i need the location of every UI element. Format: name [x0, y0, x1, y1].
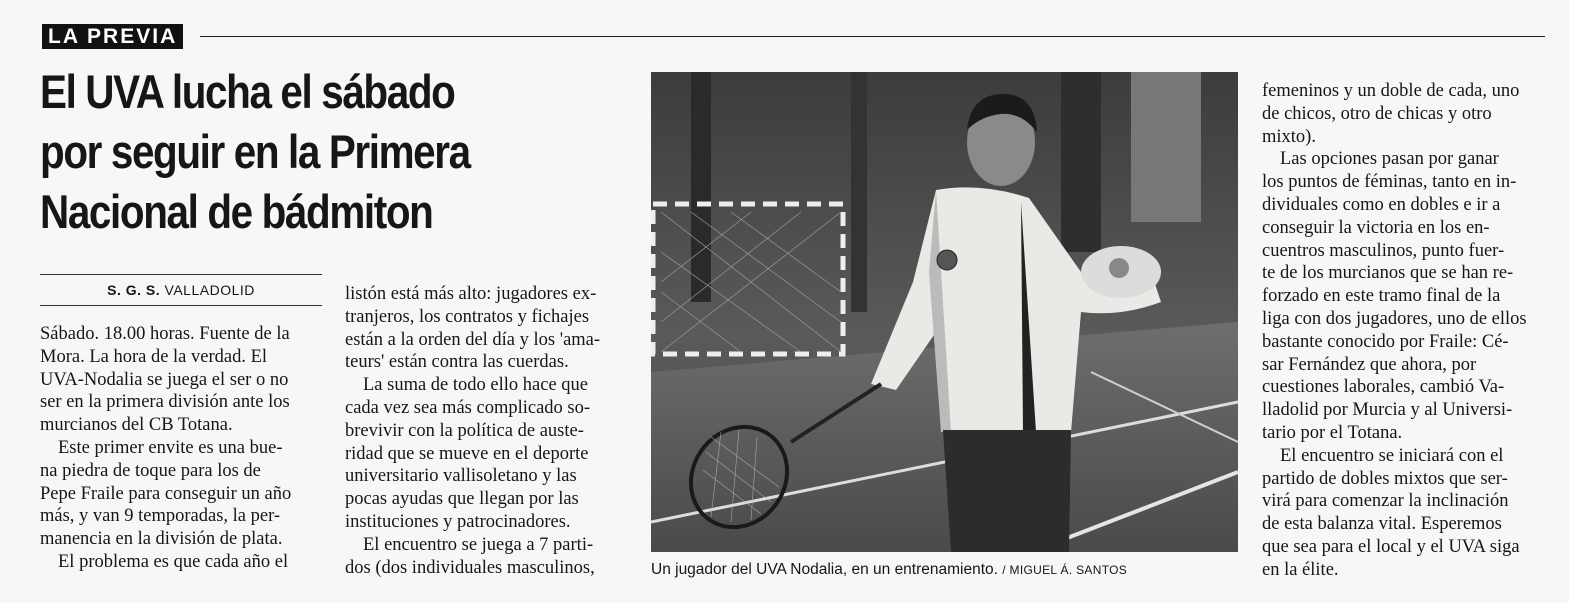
text-line: bastante conocido por Fraile: Cé- [1262, 331, 1509, 352]
text-line: cuestiones laborales, cambió Va- [1262, 377, 1505, 398]
text-line: más, y van 9 temporadas, la per- [40, 506, 281, 527]
top-rule [200, 36, 1545, 37]
text-line: dividuales como en dobles e ir a [1262, 194, 1501, 215]
text-line: murcianos del CB Totana. [40, 415, 233, 436]
text-line: que sea para el local y el UVA siga [1262, 536, 1520, 557]
text-line: virá para comenzar la inclinación [1262, 491, 1509, 512]
text-line: UVA-Nodalia se juega el ser o no [40, 369, 289, 390]
text-line: de chicos, otro de chicas y otro [1262, 103, 1492, 124]
text-line: ridad que se mueve en el deporte [345, 443, 589, 464]
text-line: femeninos y un doble de cada, uno [1262, 81, 1520, 101]
byline-location: VALLADOLID [164, 282, 255, 298]
text-line: Pepe Fraile para conseguir un año [40, 483, 292, 504]
text-line: tario por el Totana. [1262, 422, 1403, 443]
text-line: Las opciones pasan por ganar [1280, 149, 1499, 170]
byline-author: S. G. S. [107, 282, 161, 298]
text-line: partido de dobles mixtos que ser- [1262, 468, 1508, 489]
text-line: pocas ayudas que llegan por las [345, 489, 579, 510]
text-line: forzado en este tramo final de la [1262, 286, 1501, 307]
text-line: ser en la primera división ante los [40, 392, 290, 413]
text-line: sar Fernández que ahora, por [1262, 354, 1477, 375]
caption-text: Un jugador del UVA Nodalia, en un entrenamiento. [651, 561, 998, 578]
text-line: teurs' están contra las cuerdas. [345, 352, 569, 373]
text-line: Sábado. 18.00 horas. Fuente de la [40, 324, 290, 344]
article-column-1 [40, 323, 324, 574]
headline [40, 62, 522, 242]
text-line: lladolid por Murcia y al Universi- [1262, 400, 1513, 421]
article-column-2 [345, 283, 633, 579]
section-tag: LA PREVIA [42, 24, 183, 49]
text-line: brevivir con la política de auste- [345, 420, 584, 441]
text-line: universitario vallisoletano y las [345, 466, 577, 487]
byline [40, 274, 322, 306]
text-line: están a la orden del día y los 'ama- [345, 329, 601, 350]
text-line: listón está más alto: jugadores ex- [345, 284, 597, 304]
text-line: liga con dos jugadores, uno de ellos [1262, 308, 1527, 329]
text-line: cada vez sea más complicado so- [345, 397, 591, 418]
headline-line: por seguir en la Primera [40, 125, 470, 178]
text-line: tranjeros, los contratos y fichajes [345, 306, 590, 327]
text-line: manencia en la división de plata. [40, 529, 283, 550]
text-line: mixto). [1262, 126, 1316, 147]
text-line: conseguir la victoria en los en- [1262, 217, 1490, 238]
text-line: instituciones y patrocinadores. [345, 511, 571, 532]
text-line: na piedra de toque para los de [40, 460, 261, 481]
text-line: cuentros masculinos, punto fuer- [1262, 240, 1505, 261]
article-column-3 [1262, 80, 1552, 582]
text-line: Mora. La hora de la verdad. El [40, 346, 268, 367]
badminton-player-photo-icon [651, 72, 1238, 552]
text-line: te de los murcianos que se han re- [1262, 263, 1514, 284]
headline-line: Nacional de bádmiton [40, 185, 433, 238]
photo-credit: / MIGUEL Á. SANTOS [1002, 563, 1128, 577]
text-line: El problema es que cada año el [58, 551, 289, 572]
text-line: Este primer envite es una bue- [58, 437, 283, 458]
text-line: los puntos de féminas, tanto en in- [1262, 172, 1517, 193]
photo-caption [651, 560, 1251, 580]
text-line: de esta balanza vital. Esperemos [1262, 514, 1502, 535]
text-line: en la élite. [1262, 559, 1339, 580]
headline-line: El UVA lucha el sábado [40, 65, 455, 118]
text-line: La suma de todo ello hace que [363, 375, 588, 396]
article-photo [651, 72, 1238, 552]
text-line: El encuentro se iniciará con el [1280, 445, 1504, 466]
text-line: dos (dos individuales masculinos, [345, 557, 595, 578]
text-line: El encuentro se juega a 7 parti- [363, 534, 594, 555]
